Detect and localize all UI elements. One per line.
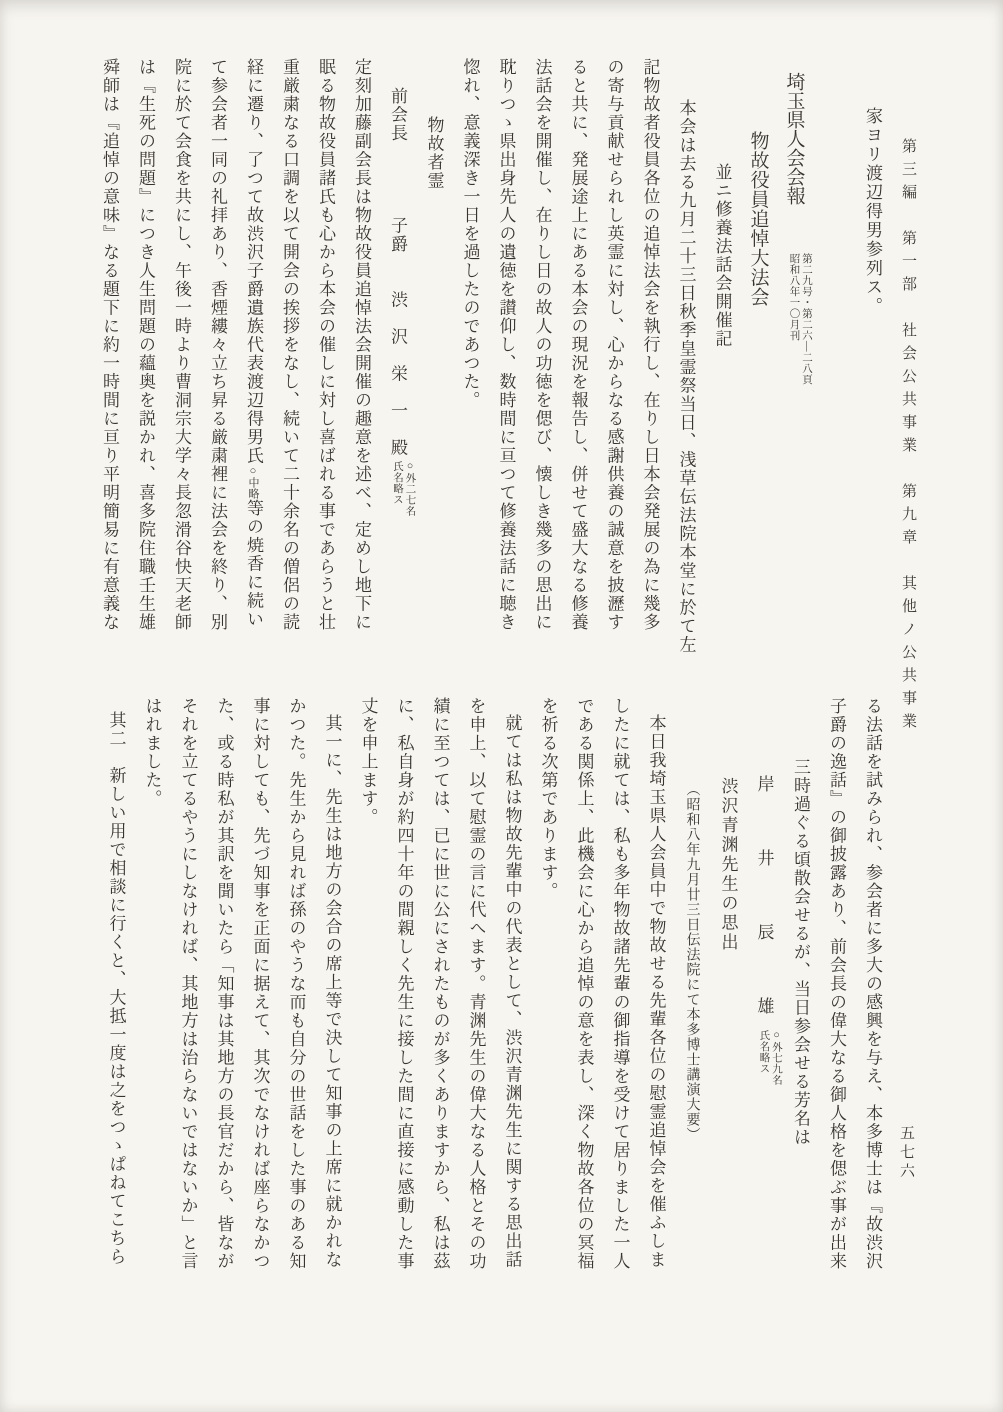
text-column: 舜師は『追悼の意味』なる題下に約一時間に亘り平明簡易に有意義な bbox=[100, 58, 119, 632]
text-column: 其一に、先生は地方の会合の席上等で決して知事の上席に就かれな bbox=[322, 714, 342, 1269]
text-column: 渋沢青渊先生の思出 bbox=[718, 777, 738, 953]
text-column: 丈を申上ます。 bbox=[358, 697, 378, 827]
text-column: 院に於て会食を共にし、午後一時より曹洞宗大学々長忽滑谷快天老師 bbox=[172, 58, 191, 632]
text-column: したに就ては、私も多年物故諸先輩の御指導を受けて居りました一人 bbox=[610, 697, 630, 1271]
text-column: て参会者一同の礼拝あり、香煙縷々立ち昇る厳粛裡に法会を終り、別 bbox=[208, 58, 227, 632]
text-column: に、私自身が約四十年の間親しく先生に接した間に直接に感動した事 bbox=[394, 697, 414, 1271]
text-column: 埼玉県人会会報 第二九号・第二六—二八頁 昭和八年一〇月刊 bbox=[783, 72, 812, 385]
text-column: 並ニ修養法話会開催記 bbox=[712, 163, 732, 348]
text-column: 家ヨリ渡辺得男参列ス。 bbox=[863, 107, 882, 316]
text-column: を申上、以て慰霊の言に代へます。青渊先生の偉大なる人格とその功 bbox=[466, 697, 486, 1271]
text-column: 三時過ぐる頃散会せるが、当日参会せる芳名は bbox=[791, 758, 810, 1147]
text-column: 本会は去る九月二十三日秋季皇霊祭当日、浅草伝法院本堂に於て左 bbox=[676, 99, 696, 654]
inline-annotation: ○外七九名 氏名略ス bbox=[758, 1029, 782, 1085]
memorial-service-article bbox=[91, 58, 890, 718]
text-column: た、或る時私が其訳を聞いたら「知事は其地方の長官だから、皆なが bbox=[214, 697, 234, 1271]
text-column: 記物故者役員各位の追悼法会を執行し、在りし日本会発展の為に幾多 bbox=[640, 58, 660, 632]
text-column: 定刻加藤副会長は物故役員追悼法会開催の趣意を述べ、定めし地下に bbox=[352, 58, 371, 632]
text-column: は『生死の問題』につき人生問題の蘊奥を説かれ、喜多院住職壬生雄 bbox=[136, 58, 155, 632]
text-column: 子爵の逸話』の御披露あり、前会長の偉大なる御人格を偲ぶ事が出来 bbox=[827, 697, 846, 1271]
text-column: を祈る次第であります。 bbox=[538, 697, 558, 901]
text-column: 経に遷り、了つて故渋沢子爵遺族代表渡辺得男氏○中略等の焼香に続い bbox=[244, 58, 263, 629]
page-number: 五七六 bbox=[898, 1125, 914, 1182]
text-column: 本日我埼玉県人会員中で物故せる先輩各位の慰霊追悼会を催ふしま bbox=[646, 714, 666, 1269]
text-column: 事に対しても、先づ知事を正面に据えて、其次でなければ座らなかつ bbox=[250, 697, 270, 1271]
inline-annotation: 第二九号・第二六—二八頁 昭和八年一〇月刊 bbox=[788, 253, 812, 385]
text-column: 法話会を開催し、在りし日の故人の功徳を偲び、懐しき幾多の思出に bbox=[532, 58, 552, 632]
memorial-lecture-article bbox=[98, 697, 891, 1377]
text-column: 岸 井 辰 雄 ○外七九名 氏名略ス bbox=[754, 775, 782, 1085]
inline-annotation: ○外二七名 氏名略ス bbox=[392, 461, 416, 517]
text-column: 績に至つては、已に世に公にされたものが多くありますから、私は茲 bbox=[430, 697, 450, 1271]
running-head: 第三編 第一部 社会公共事業 第九章 其他ノ公共事業 bbox=[900, 138, 916, 736]
text-column: 物故役員追悼大法会 bbox=[747, 131, 769, 307]
text-column: はれました。 bbox=[142, 697, 162, 808]
text-column: 惚れ、意義深き一日を過したのであつた。 bbox=[460, 58, 480, 410]
text-column: ると共に、発展途上にある本会の現況を報告し、併せて盛大なる修養 bbox=[568, 58, 588, 632]
text-column: 眠る物故役員諸氏も心から本会の催しに対し喜ばれる事であらうと壮 bbox=[316, 58, 335, 632]
text-column: である関係上、此機会に心から追悼の意を表し、深く物故各位の冥福 bbox=[574, 697, 594, 1271]
text-column: 就ては私は物故先輩中の代表として、渋沢青渊先生に関する思出話 bbox=[502, 714, 522, 1269]
text-column: 物故者霊 bbox=[424, 116, 444, 190]
text-column: の寄与貢献せられし英霊に対し、心からなる感謝供養の誠意を披瀝す bbox=[604, 58, 624, 632]
inline-small-note: ○中略 bbox=[247, 465, 259, 499]
text-column: それを立てるやうにしなければ、其地方は治らないではないか」と言 bbox=[178, 697, 198, 1271]
text-column: る法話を試みられ、参会者に多大の感興を与え、本多博士は『故渋沢 bbox=[863, 697, 882, 1271]
text-column: 其二 新しい用で相談に行くと、大抵一度は之をつゝぱねてこちら bbox=[106, 711, 126, 1266]
text-column: かつた。先生から見れば孫のやうな而も自分の世話をした事のある知 bbox=[286, 697, 306, 1271]
text-column: 前会長 子爵 渋 沢 栄 一 殿 ○外二七名 氏名略ス bbox=[388, 87, 416, 517]
text-column: （昭和八年九月廿三日伝法院にて本多博士講演大要） bbox=[684, 782, 700, 1142]
text-column: 耽りつゝ県出身先人の遺徳を讃仰し、数時間に亘つて修養法話に聴き bbox=[496, 58, 516, 632]
text-column: 重厳粛なる口調を以て開会の挨拶をなし、続いて二十余名の僧侶の読 bbox=[280, 58, 299, 632]
